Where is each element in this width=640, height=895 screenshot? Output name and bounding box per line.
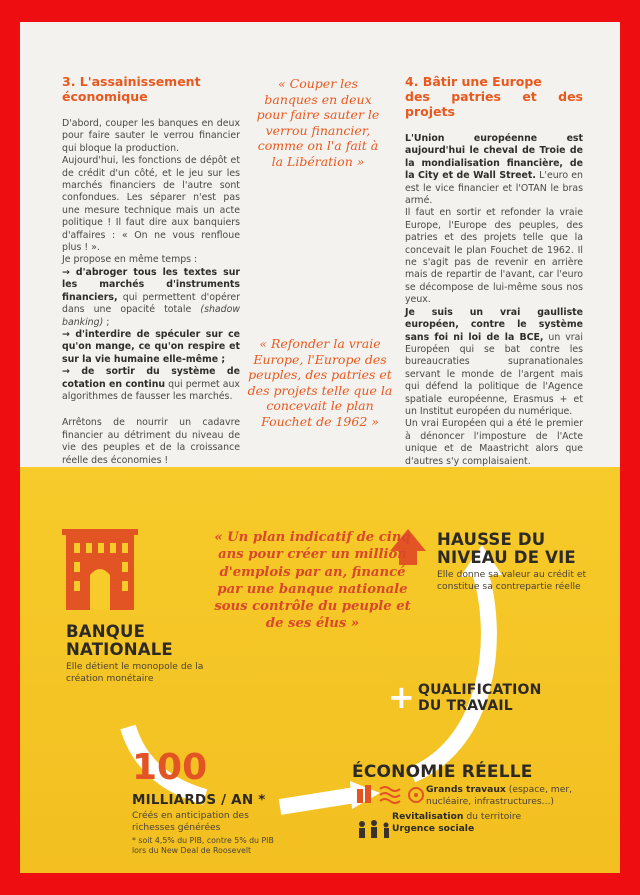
banque-title: BANQUE NATIONALE [66, 622, 173, 659]
amount-number: 100 [132, 747, 208, 788]
section-3-paragraph: Je propose en même temps : [62, 254, 198, 266]
section-4-paragraph: Il faut en sortir et refonder la vraie Europe, l'Europe des peuples, des patries et des projets telle que la concevait le plan Fouchet de 1962. Il ne s'agit pas de revenir en arrière mais de repartir de l'avant, car l'euro se décompose de lui-même sous nos yeux. [405, 207, 583, 306]
qualification-block [388, 678, 542, 716]
revitalisation-text: Revitalisation du territoire [392, 811, 522, 822]
section-4-column [405, 74, 583, 505]
amount-footnote: * soit 4,5% du PIB, contre 5% du PIB lors du New Deal de Roosevelt [132, 836, 274, 855]
proposal-item-1: → d'abroger tous les textes sur les marchés d'instruments financiers, qui permettent d'opérer dans une opacité totale (shadow banking) ; [62, 266, 240, 328]
leaflet-page [20, 22, 620, 873]
section-3-paragraph: D'abord, couper les banques en deux pour faire sauter le verrou financier qui bloque la production. [62, 118, 240, 154]
section-3-paragraph: Arrêtons de nourrir un cadavre financier au détriment du niveau de vie des peuples et de la croissance réelle des économies ! [62, 417, 240, 466]
pull-quote-1: « Couper les banques en deux pour faire sauter le verrou financier, comme on l'a fait à la Libération » [256, 76, 380, 169]
hausse-title: HAUSSE DU NIVEAU DE VIE [437, 530, 576, 567]
section-4-lead: L'Union européenne est aujourd'hui le cheval de Troie de la mondialisation financière, de la City et de Wall Street. L'euro en est le vice financier et l'OTAN le bras armé. [405, 133, 583, 207]
amount-subtitle: Créés en anticipation des richesses générées [132, 810, 249, 833]
proposal-item-3: → de sortir du système de cotation en continu qui permet aux algorithmes de fausser les marchés. [62, 366, 240, 402]
proposal-item-2: → d'interdire de spéculer sur ce qu'on mange, ce qu'on respire et sur la vie humaine elle-même ; [62, 328, 240, 365]
urgence-sociale-text: Urgence sociale [392, 822, 475, 834]
plan-quote: « Un plan indicatif de cinq ans pour créer un million d'emplois par an, financé par une banque nationale sous contrôle du peuple et de ses élus » [214, 530, 411, 632]
hausse-subtitle: Elle donne sa valeur au crédit et constitue sa contrepartie réelle [437, 569, 587, 592]
infographic-panel [20, 467, 620, 873]
section-3-paragraph: Aujourd'hui, les fonctions de dépôt et de crédit d'un côté, et le jeu sur les marchés financiers de l'autre sont confondues. Les séparer n'est pas une mesure technique mais un acte politique ! Il faut dire aux banquiers d'affaires : « On ne vous renfloue plus ! ». [62, 155, 240, 254]
section-4-paragraph: Un vrai Européen qui a été le premier à dénoncer l'imposture de l'Acte unique et de Maastricht alors que d'autres s'y complaisaient. [405, 418, 583, 467]
qualification-title: QUALIFICATION DU TRAVAIL [418, 682, 542, 714]
pull-quote-2: « Refonder la vraie Europe, l'Europe des peuples, des patries et des projets telle que la concevait le plan Fouchet de 1962 » [247, 336, 393, 429]
plus-sign: + [388, 678, 415, 716]
banque-subtitle: Elle détient le monopole de la création monétaire [66, 661, 204, 684]
banque-block [66, 623, 216, 684]
amount-unit: MILLIARDS / AN * [132, 792, 266, 808]
economie-title: ÉCONOMIE RÉELLE [352, 762, 533, 782]
bank-building-icon [62, 529, 138, 610]
section-4-heading: 4. Bâtir une Europe des patries et des projets [405, 74, 583, 119]
section-3-heading: 3. L'assainissement économique [62, 74, 201, 104]
section-3-column [62, 74, 240, 517]
cycle-arc-right [412, 572, 489, 775]
amount-block [132, 791, 302, 855]
grand-works-text: Grands travaux (espace, mer, nucléaire, infrastructures...) [426, 784, 573, 807]
economie-block [352, 763, 614, 834]
section-4-paragraph: Je suis un vrai gaulliste européen, contre le système sans foi ni loi de la BCE, un vrai Européen qui se bat contre les bureaucraties supranationales servant le monde de l'argent mais qui défend la politique de l'Agence spatiale européenne, Erasmus + et un Institut européen du numérique. [405, 306, 583, 417]
hausse-block [437, 531, 612, 592]
